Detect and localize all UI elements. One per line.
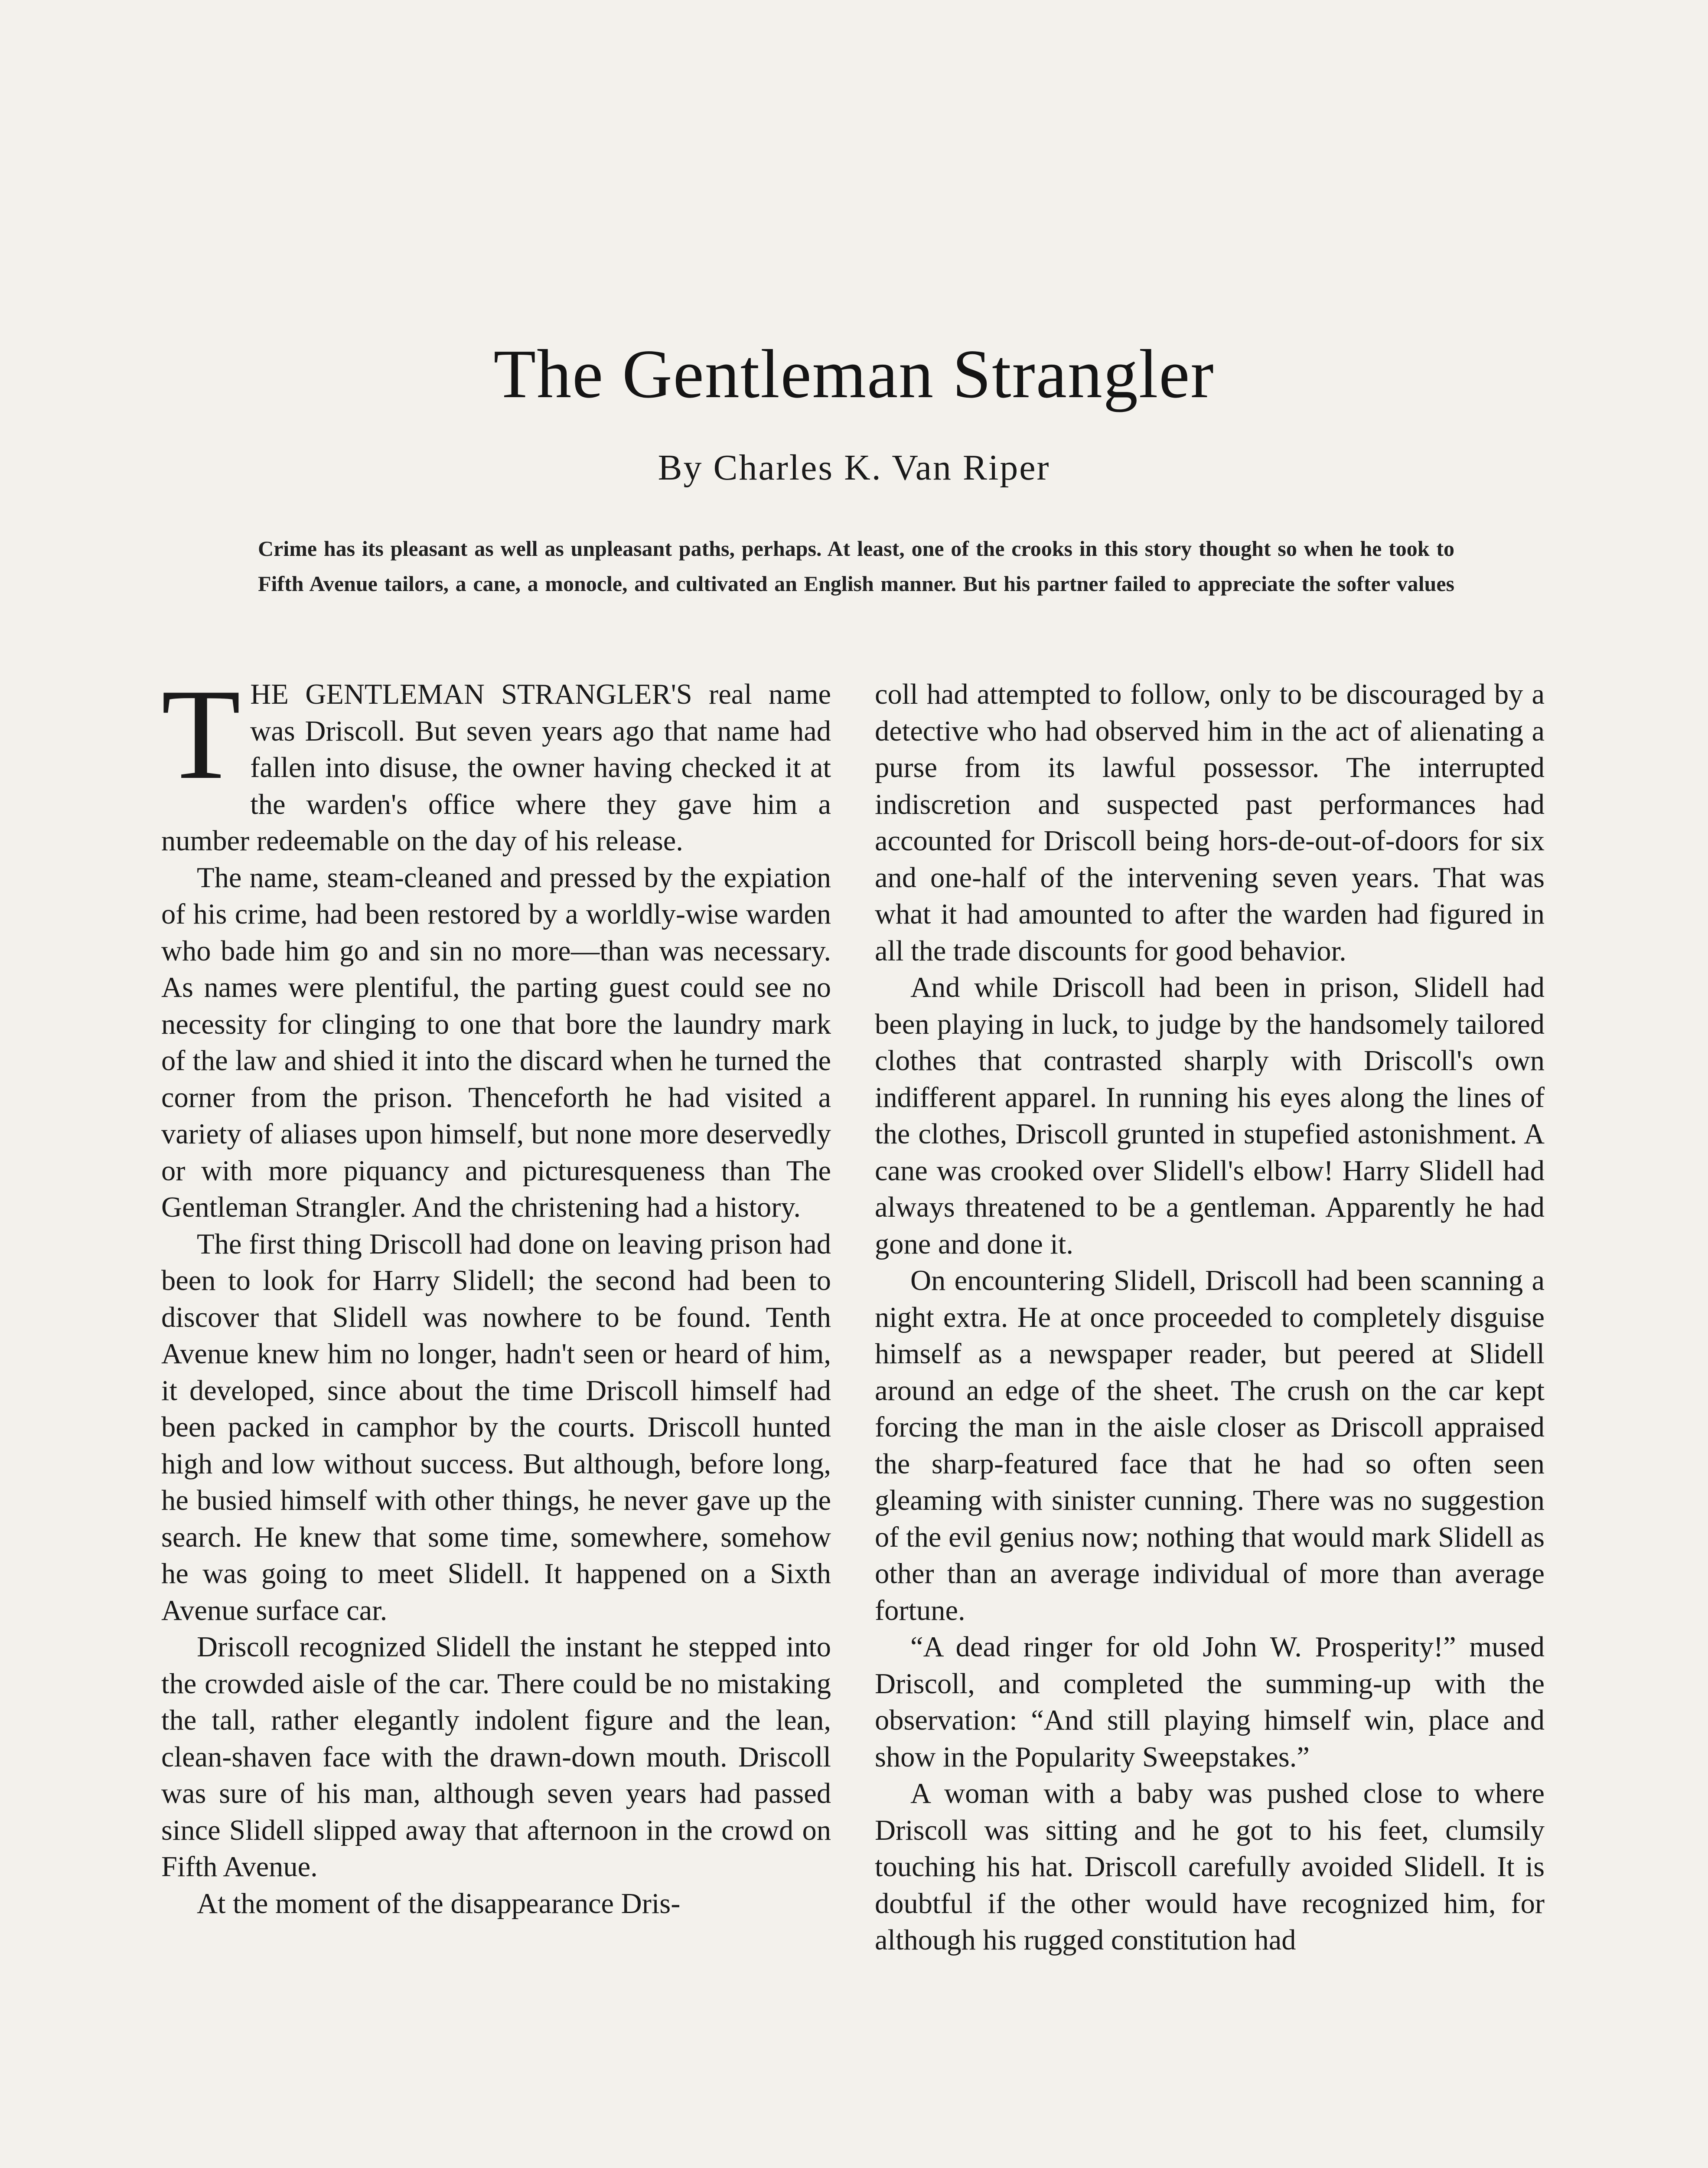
left-column <box>161 662 831 1922</box>
paragraph-7: And while Driscoll had been in prison, Slidell had been playing in luck, to judge by the handsomely tailored clothes that contrasted sharply with Driscoll's own indifferent apparel. In running his eyes along the lines of the clothes, Driscoll grunted in stupefied astonishment. A cane was crooked over Slidell's elbow! Harry Slidell had always threatened to be a gentleman. Apparently he had gone and done it. <box>875 972 1545 1260</box>
byline: By Charles K. Van Riper <box>658 447 1050 488</box>
paragraph-2: The name, steam-cleaned and pressed by the expiation of his crime, had been restored by a worldly-wise warden who bade him go and sin no more—than was necessary. As names were plentiful, the parting guest could see no necessity for clinging to one that bore the laundry mark of the law and shied it into the discard when he turned the corner from the prison. Thenceforth he had visited a variety of aliases upon himself, but none more deservedly or with more piquancy and picturesqueness than The Gentleman Strangler. And the christening had a history. <box>161 862 831 1223</box>
intro-blurb: Crime has its pleasant as well as unpleasant paths, perhaps. At least, one of the crooks in this story thought so when he took to Fifth Avenue tailors, a cane, a monocle, and cultivated an English manner. But his partner failed to appreciate the softer values <box>258 536 1454 596</box>
story-title: The Gentleman Strangler <box>493 335 1215 412</box>
paragraph-10: A woman with a baby was pushed close to where Driscoll was sitting and he got to his feet, clumsily touching his hat. Driscoll carefully avoided Slidell. It is doubtful if the other would have recognized him, for although his rugged constitution had <box>875 1778 1545 1956</box>
paragraph-6: coll had attempted to follow, only to be discouraged by a detective who had observed him in the act of alienating a purse from its lawful possessor. The interrupted indiscretion and suspected past performances had accounted for Driscoll being hors-de-out-of-doors for six and one-half of the intervening seven years. That was what it had amounted to after the warden had figured in all the trade discounts for good behavior. <box>875 679 1545 967</box>
paragraph-3: The first thing Driscoll had done on leaving prison had been to look for Harry Slidell; the second had been to discover that Slidell was nowhere to be found. Tenth Avenue knew him no longer, hadn't seen or heard of him, it developed, since about the time Driscoll himself had been packed in camphor by the courts. Driscoll hunted high and low without success. But although, before long, he busied himself with other things, he never gave up the search. He knew that some time, somewhere, somehow he was going to meet Slidell. It happened on a Sixth Avenue surface car. <box>161 1228 831 1626</box>
paragraph-1: THE GENTLEMAN STRANGLER'S real name was Driscoll. But seven years ago that name had fallen into disuse, the owner having checked it at the warden's office where they gave him a number redeemable on the day of his release. <box>161 662 831 857</box>
drop-cap: T <box>161 662 241 806</box>
paragraph-9: “A dead ringer for old John W. Prosperity!” mused Driscoll, and completed the summing-up with the observation: “And still playing himself win, place and show in the Popularity Sweepstakes.” <box>875 1631 1545 1773</box>
paragraph-4: Driscoll recognized Slidell the instant he stepped into the crowded aisle of the car. There could be no mistaking the tall, rather elegantly indolent figure and the lean, clean-shaven face with the drawn-down mouth. Driscoll was sure of his man, although seven years had passed since Slidell slipped away that afternoon in the crowd on Fifth Avenue. <box>161 1631 831 1883</box>
paragraph-8: On encountering Slidell, Driscoll had been scanning a night extra. He at once proceeded to completely disguise himself as a newspaper reader, but peered at Slidell around an edge of the sheet. The crush on the car kept forcing the man in the aisle closer as Driscoll appraised the sharp-featured face that he had so often seen gleaming with sinister cunning. There was no suggestion of the evil genius now; nothing that would mark Slidell as other than an average individual of more than average fortune. <box>875 1265 1545 1626</box>
right-column <box>875 676 1545 1959</box>
paragraph-5: At the moment of the disappearance Dris- <box>197 1887 681 1920</box>
